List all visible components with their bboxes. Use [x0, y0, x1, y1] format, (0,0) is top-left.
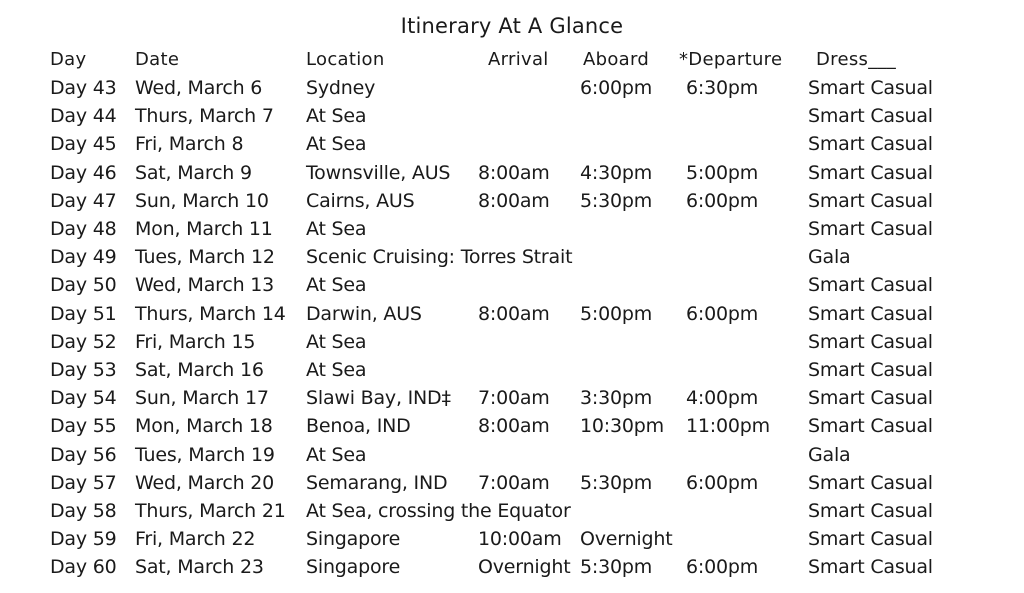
- row-location: At Sea, crossing the Equator: [306, 500, 571, 522]
- row-dress: Smart Casual: [808, 218, 933, 240]
- row-departure: 6:30pm: [686, 77, 759, 99]
- row-aboard: 3:30pm: [580, 387, 653, 410]
- row-day: Day 43: [50, 77, 117, 99]
- row-date: Wed, March 20: [135, 471, 275, 494]
- row-arrival: 7:00am: [478, 387, 550, 410]
- row-arrival: 10:00am: [478, 528, 562, 551]
- row-day: Day 52: [50, 330, 117, 353]
- row-dress: Smart Casual: [808, 556, 933, 579]
- row-day: Day 44: [50, 105, 117, 128]
- row-location: Townsville, AUS: [306, 161, 451, 184]
- table-row: [0, 74, 1024, 102]
- row-arrival: 7:00am: [478, 471, 550, 494]
- row-aboard: 4:30pm: [580, 161, 653, 184]
- row-day: Day 54: [50, 387, 117, 410]
- table-row: [0, 300, 1024, 328]
- row-aboard: 6:00pm: [580, 77, 653, 99]
- row-day: Day 46: [50, 161, 117, 184]
- row-dress: Smart Casual: [808, 330, 933, 353]
- row-aboard: 5:30pm: [580, 556, 653, 579]
- row-dress: Smart Casual: [808, 189, 933, 212]
- row-date: Fri, March 15: [135, 330, 256, 353]
- table-row: [0, 553, 1024, 581]
- row-location: Benoa, IND: [306, 415, 411, 438]
- row-date: Sat, March 16: [135, 359, 264, 381]
- row-aboard: 5:30pm: [580, 189, 653, 212]
- header-location: Location: [306, 49, 385, 70]
- row-location: At Sea: [306, 105, 367, 128]
- row-arrival: 8:00am: [478, 302, 550, 325]
- row-day: Day 48: [50, 218, 117, 240]
- row-date: Thurs, March 21: [135, 500, 286, 522]
- row-date: Sun, March 10: [135, 189, 269, 212]
- row-location: Darwin, AUS: [306, 302, 422, 325]
- row-day: Day 51: [50, 302, 117, 325]
- row-date: Thurs, March 14: [135, 302, 286, 325]
- row-day: Day 59: [50, 528, 117, 551]
- row-date: Mon, March 11: [135, 218, 273, 240]
- row-dress: Smart Casual: [808, 133, 933, 156]
- page-title: Itinerary At A Glance: [400, 14, 624, 38]
- header-dress: Dress___: [816, 49, 897, 70]
- row-date: Sat, March 23: [135, 556, 264, 579]
- row-date: Wed, March 13: [135, 274, 275, 297]
- row-date: Sun, March 17: [135, 387, 269, 410]
- row-location: At Sea: [306, 443, 367, 466]
- row-date: Thurs, March 7: [135, 105, 274, 128]
- row-location: Sydney: [306, 77, 376, 99]
- row-location: At Sea: [306, 359, 367, 381]
- table-row: [0, 243, 1024, 271]
- table-row: [0, 187, 1024, 215]
- row-location: At Sea: [306, 218, 367, 240]
- header-departure: *Departure: [679, 49, 783, 70]
- row-location: Singapore: [306, 556, 401, 579]
- table-row: [0, 469, 1024, 497]
- table-header: [0, 46, 1024, 74]
- table-row: [0, 412, 1024, 440]
- row-location: At Sea: [306, 330, 367, 353]
- row-day: Day 55: [50, 415, 117, 438]
- row-location: Cairns, AUS: [306, 189, 415, 212]
- row-location: At Sea: [306, 274, 367, 297]
- row-dress: Smart Casual: [808, 471, 933, 494]
- row-day: Day 53: [50, 359, 117, 381]
- row-departure: 4:00pm: [686, 387, 759, 410]
- header-date: Date: [135, 49, 180, 70]
- row-arrival: 8:00am: [478, 189, 550, 212]
- row-departure: 6:00pm: [686, 471, 759, 494]
- row-dress: Smart Casual: [808, 302, 933, 325]
- row-dress: Smart Casual: [808, 359, 933, 381]
- table-row: [0, 271, 1024, 299]
- row-date: Sat, March 9: [135, 161, 252, 184]
- row-day: Day 56: [50, 443, 117, 466]
- row-dress: Gala: [808, 246, 851, 269]
- row-dress: Smart Casual: [808, 500, 933, 522]
- table-row: [0, 441, 1024, 469]
- row-dress: Smart Casual: [808, 528, 933, 551]
- row-date: Mon, March 18: [135, 415, 273, 438]
- row-location: At Sea: [306, 133, 367, 156]
- row-day: Day 47: [50, 189, 117, 212]
- row-date: Tues, March 12: [135, 246, 275, 269]
- row-dress: Gala: [808, 443, 851, 466]
- row-departure: 6:00pm: [686, 189, 759, 212]
- table-row: [0, 215, 1024, 243]
- row-day: Day 45: [50, 133, 117, 156]
- header-arrival: Arrival: [488, 49, 549, 70]
- row-departure: 6:00pm: [686, 556, 759, 579]
- row-dress: Smart Casual: [808, 387, 933, 410]
- row-date: Fri, March 8: [135, 133, 244, 156]
- row-date: Tues, March 19: [135, 443, 275, 466]
- row-arrival: Overnight: [478, 556, 571, 579]
- header-aboard: Aboard: [583, 49, 650, 70]
- row-day: Day 57: [50, 471, 117, 494]
- row-date: Wed, March 6: [135, 77, 263, 99]
- table-row: [0, 384, 1024, 412]
- table-row: [0, 356, 1024, 384]
- row-departure: 5:00pm: [686, 161, 759, 184]
- row-day: Day 60: [50, 556, 117, 579]
- row-aboard: 5:30pm: [580, 471, 653, 494]
- row-arrival: 8:00am: [478, 415, 550, 438]
- row-dress: Smart Casual: [808, 77, 933, 99]
- row-aboard: 10:30pm: [580, 415, 664, 438]
- row-arrival: 8:00am: [478, 161, 550, 184]
- row-dress: Smart Casual: [808, 415, 933, 438]
- row-location: Scenic Cruising: Torres Strait: [306, 246, 573, 269]
- row-day: Day 49: [50, 246, 117, 269]
- row-date: Fri, March 22: [135, 528, 256, 551]
- row-departure: 6:00pm: [686, 302, 759, 325]
- table-row: [0, 130, 1024, 158]
- row-aboard: 5:00pm: [580, 302, 653, 325]
- row-location: Semarang, IND: [306, 471, 448, 494]
- table-row: [0, 328, 1024, 356]
- table-row: [0, 497, 1024, 525]
- row-day: Day 58: [50, 500, 117, 522]
- table-row: [0, 525, 1024, 553]
- row-departure: 11:00pm: [686, 415, 770, 438]
- row-location: Singapore: [306, 528, 401, 551]
- row-aboard: Overnight: [580, 528, 673, 551]
- row-location: Slawi Bay, IND‡: [306, 387, 451, 410]
- header-day: Day: [50, 49, 87, 70]
- row-dress: Smart Casual: [808, 161, 933, 184]
- row-dress: Smart Casual: [808, 274, 933, 297]
- table-row: [0, 102, 1024, 130]
- row-day: Day 50: [50, 274, 117, 297]
- row-dress: Smart Casual: [808, 105, 933, 128]
- table-row: [0, 159, 1024, 187]
